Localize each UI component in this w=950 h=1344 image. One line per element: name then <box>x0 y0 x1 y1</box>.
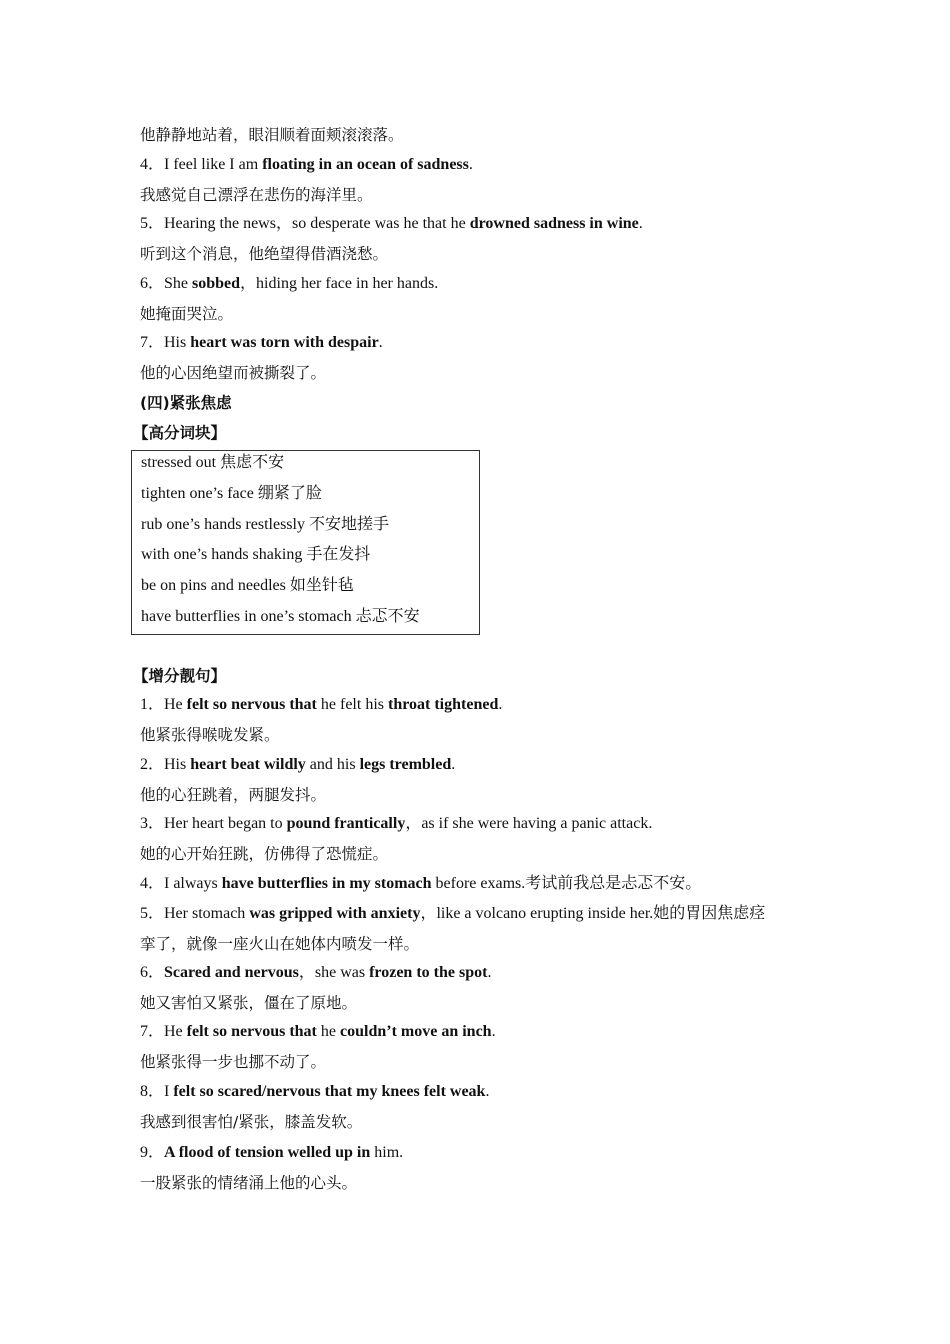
phrase-item: tighten one’s face 绷紧了脸 <box>141 485 322 502</box>
sentence-line: 6．She sobbed，hiding her face in her hands. <box>140 275 439 292</box>
phrase-item: rub one’s hands restlessly 不安地搓手 <box>141 516 389 533</box>
sentence-line: 6．Scared and nervous，she was frozen to the spot. <box>140 964 492 981</box>
translation-line: 她又害怕又紧张，僵在了原地。 <box>140 994 358 1012</box>
translation-line: 她掩面哭泣。 <box>140 305 234 323</box>
phrases-heading: 【高分词块】 <box>133 424 227 442</box>
translation-line: 听到这个消息，他绝望得借酒浇愁。 <box>140 245 389 263</box>
sentence-line: 9．A flood of tension welled up in him. <box>140 1144 404 1161</box>
sentence-line: 5．Her stomach was gripped with anxiety，like a volcano erupting inside her.她的胃因焦虑痉 <box>140 905 766 922</box>
translation-line: 他紧张得喉咙发紧。 <box>140 726 280 744</box>
translation-line: 他紧张得一步也挪不动了。 <box>140 1053 327 1071</box>
sentence-line: 3．Her heart began to pound frantically，as if she were having a panic attack. <box>140 815 653 832</box>
translation-line: 她的心开始狂跳，仿佛得了恐慌症。 <box>140 845 389 863</box>
sentence-line: 5．Hearing the news，so desperate was he that he drowned sadness in wine. <box>140 215 643 232</box>
phrase-box <box>131 450 480 635</box>
translation-line: 我感觉自己漂浮在悲伤的海洋里。 <box>140 186 373 204</box>
sentence-line: 2．His heart beat wildly and his legs trembled. <box>140 756 456 773</box>
sentence-line: 4．I always have butterflies in my stomach before exams.考试前我总是忐忑不安。 <box>140 875 702 892</box>
phrase-item: stressed out 焦虑不安 <box>141 454 285 471</box>
phrase-item: have butterflies in one’s stomach 忐忑不安 <box>141 608 420 625</box>
sentences-heading: 【增分靓句】 <box>133 667 227 685</box>
translation-line: 他的心因绝望而被撕裂了。 <box>140 364 327 382</box>
sentence-line: 7．His heart was torn with despair. <box>140 334 383 351</box>
sentence-line: 8．I felt so scared/nervous that my knees felt weak. <box>140 1083 490 1100</box>
translation-line: 挛了，就像一座火山在她体内喷发一样。 <box>140 935 420 953</box>
sentence-line: 4．I feel like I am floating in an ocean of sadness. <box>140 156 473 173</box>
translation-line: 他静静地站着，眼泪顺着面颊滚滚落。 <box>140 126 404 144</box>
section-title: (四)紧张焦虑 <box>140 394 232 412</box>
phrase-item: be on pins and needles 如坐针毡 <box>141 577 354 594</box>
translation-line: 一股紧张的情绪涌上他的心头。 <box>140 1174 358 1192</box>
sentence-line: 1．He felt so nervous that he felt his throat tightened. <box>140 696 503 713</box>
sentence-line: 7．He felt so nervous that he couldn’t move an inch. <box>140 1023 496 1040</box>
translation-line: 他的心狂跳着，两腿发抖。 <box>140 786 327 804</box>
phrase-item: with one’s hands shaking 手在发抖 <box>141 546 371 563</box>
translation-line: 我感到很害怕/紧张，膝盖发软。 <box>140 1113 363 1131</box>
